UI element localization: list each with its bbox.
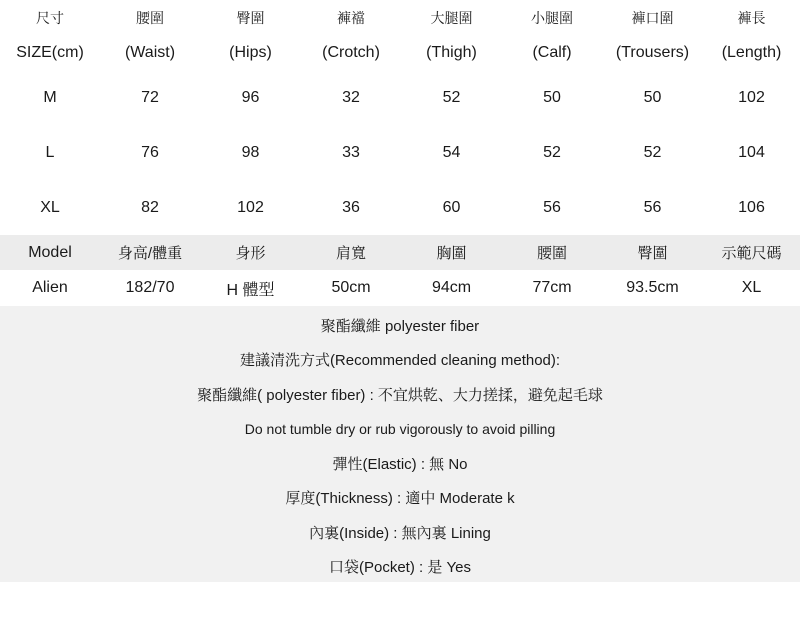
header-cn-thigh: 大腿圍 — [430, 9, 473, 26]
table-cell: 50 — [643, 88, 662, 106]
header-cn-crotch: 褲襠 — [337, 9, 365, 26]
header-en-thigh: (Thigh) — [426, 43, 477, 61]
table-cell: 94cm — [401, 270, 502, 306]
table-cell: 82 — [141, 198, 159, 216]
size-row-xl — [0, 180, 800, 235]
table-cell: 52 — [442, 88, 461, 106]
table-cell: 93.5cm — [602, 270, 703, 306]
thickness-note: 厚度(Thickness) : 適中 Moderate k — [285, 490, 515, 508]
table-cell: 106 — [738, 198, 765, 216]
header-en-trousers: (Trousers) — [615, 43, 690, 61]
table-cell: 56 — [643, 198, 662, 216]
header-en-calf: (Calf) — [532, 43, 572, 61]
elastic-note: 彈性(Elastic) : 無 No — [332, 455, 468, 473]
header-cn-calf: 小腿圍 — [531, 9, 573, 26]
header-en-waist: (Waist) — [124, 43, 176, 61]
header-en-length: (Length) — [721, 43, 782, 61]
table-cell: 32 — [342, 88, 360, 106]
table-cell: 54 — [442, 143, 461, 161]
cleaning-note-cn: 聚酯纖維( polyester fiber) : 不宜烘乾、大力搓揉，避免起毛球 — [197, 386, 603, 404]
size-header-en-row — [0, 35, 800, 70]
table-cell: H 體型 — [200, 270, 301, 306]
table-cell: 50cm — [301, 270, 401, 306]
size-header-cn-row — [0, 0, 800, 35]
model-header-row — [0, 235, 800, 270]
table-cell: 52 — [643, 143, 662, 161]
model-header-model: Model — [0, 235, 100, 270]
header-en-hips: (Hips) — [229, 43, 272, 61]
table-cell: L — [45, 143, 55, 161]
model-row — [0, 270, 800, 306]
table-cell: 52 — [543, 143, 561, 161]
header-cn-length: 褲長 — [737, 9, 766, 26]
table-cell: XL — [703, 270, 800, 306]
table-cell: 36 — [342, 198, 360, 216]
table-cell: Alien — [0, 270, 100, 306]
table-cell: 98 — [241, 143, 260, 161]
table-cell: M — [43, 88, 57, 106]
model-header-height-weight: 身高/體重 — [100, 235, 200, 270]
model-header-hips: 臀圍 — [602, 235, 703, 270]
table-cell: 77cm — [502, 270, 602, 306]
header-en-crotch: (Crotch) — [322, 43, 380, 61]
model-header-body-shape: 身形 — [200, 235, 301, 270]
model-header-shoulder: 肩寬 — [301, 235, 401, 270]
header-en-size: SIZE(cm) — [16, 43, 84, 61]
model-header-size-worn: 示範尺碼 — [703, 235, 800, 270]
material-note: 聚酯纖維 polyester fiber — [320, 317, 480, 335]
table-cell: 104 — [738, 143, 765, 161]
size-row-m — [0, 70, 800, 125]
model-header-waist: 腰圍 — [502, 235, 602, 270]
table-cell: XL — [40, 198, 60, 216]
size-row-l — [0, 125, 800, 180]
table-cell: 102 — [738, 88, 765, 106]
header-cn-size: 尺寸 — [36, 9, 64, 26]
model-header-chest: 胸圍 — [401, 235, 502, 270]
table-cell: 76 — [141, 143, 159, 161]
table-cell: 50 — [543, 88, 561, 106]
table-cell: 56 — [543, 198, 561, 216]
lining-note: 內裏(Inside) : 無內裏 Lining — [309, 524, 491, 542]
cleaning-note-en: Do not tumble dry or rub vigorously to avoid pilling — [244, 420, 556, 437]
table-cell: 182/70 — [100, 270, 200, 306]
header-cn-trousers: 褲口圍 — [631, 9, 674, 26]
care-notes-section — [0, 306, 800, 582]
pocket-note: 口袋(Pocket) : 是 Yes — [329, 559, 471, 577]
table-cell: 60 — [442, 198, 461, 216]
table-cell: 72 — [141, 88, 159, 106]
table-cell: 33 — [342, 143, 360, 161]
cleaning-method-heading: 建議清洗方式(Recommended cleaning method): — [239, 352, 561, 370]
header-cn-waist: 腰圍 — [136, 9, 164, 26]
table-cell: 102 — [237, 198, 264, 216]
header-cn-hips: 臀圍 — [236, 9, 265, 26]
table-cell: 96 — [241, 88, 260, 106]
